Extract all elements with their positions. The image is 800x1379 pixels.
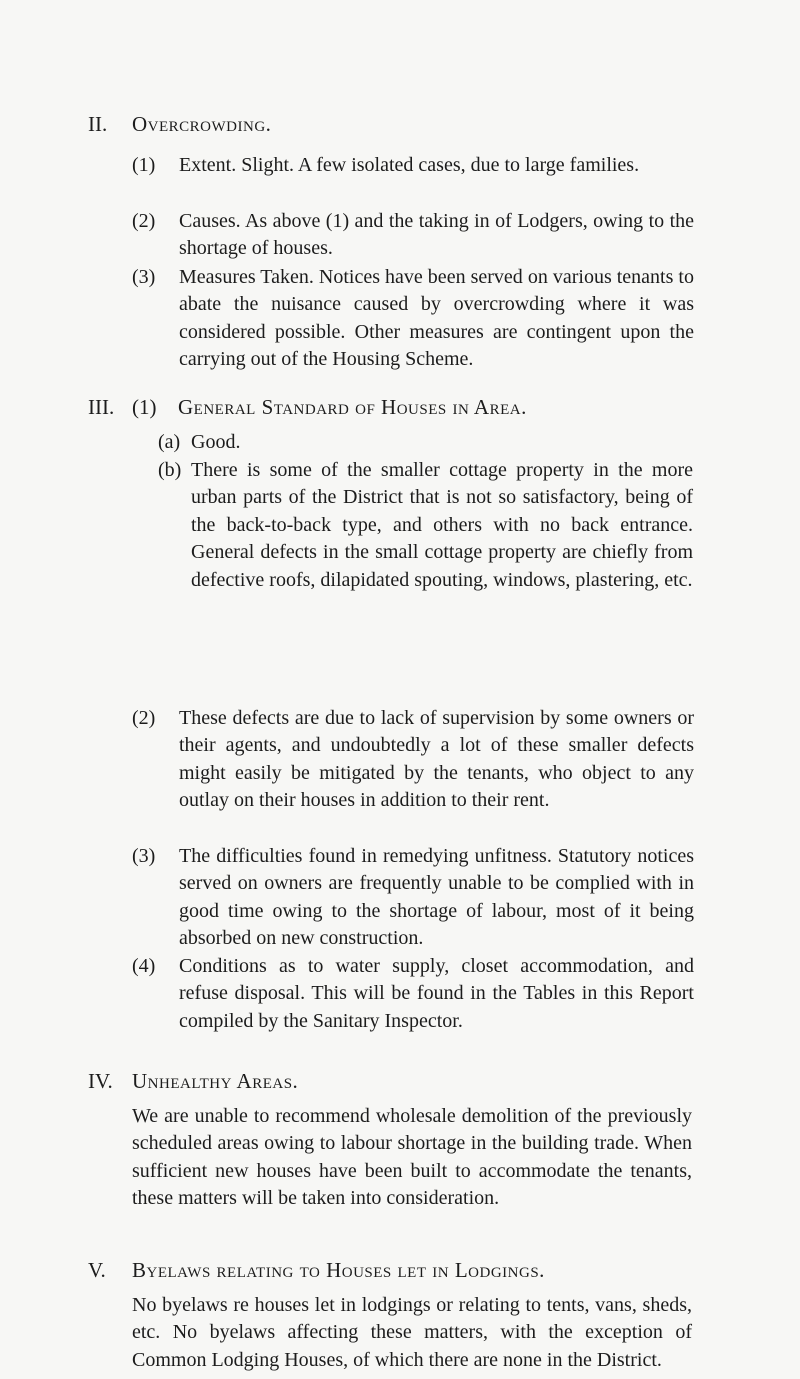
item-label: (a) [158,431,181,453]
section-heading: General Standard of Houses in Area. [178,395,527,419]
section-numeral: III. [88,395,115,419]
section-numeral: II. [88,112,108,136]
item-label: (4) [132,955,156,977]
item-text: Measures Taken. Notices have been served on various tenants to abate the nuisance caused by overcrowding where it was considered possible. Other measures are contingent upon the carrying out of the Housing Scheme. [179,266,694,371]
item-text: Causes. As above (1) and the taking in of Lodgers, owing to the shortage of houses. [179,210,694,260]
item-text: There is some of the smaller cottage property in the more urban parts of the District that is not so satisfactory, being of the back-to-back type, and others with no back entrance. General defects in the small cottage property are chiefly from defective roofs, dilapidated spouting, windows, plastering, etc. [191,459,693,591]
item-label: (b) [158,459,182,481]
item-text: These defects are due to lack of supervision by some owners or their agents, and undoubtedly a lot of these smaller defects might easily be mitigated by the tenants, who object to any outlay on their houses in addition to their rent. [179,707,694,812]
section-paragraph: We are unable to recommend wholesale demolition of the previously scheduled areas owing to labour shortage in the building trade. When sufficient new houses have been built to accommodate the tenants, these matters will be taken into consideration. [132,1105,692,1210]
item-label: (3) [132,845,156,867]
item-label: (1) [132,154,156,176]
item-label: (1) [132,395,157,419]
item-text: Good. [191,431,241,453]
section-heading: Unhealthy Areas. [132,1069,299,1093]
section-numeral: IV. [88,1069,113,1093]
item-text: Extent. Slight. A few isolated cases, due to large families. [179,154,640,176]
item-label: (2) [132,210,156,232]
item-text: Conditions as to water supply, closet accommodation, and refuse disposal. This will be found in the Tables in this Report compiled by the Sanitary Inspector. [179,955,694,1032]
item-text: The difficulties found in remedying unfitness. Statutory notices served on owners are frequently unable to be complied with in good time owing to the shortage of labour, most of it being absorbed on new construction. [179,845,694,950]
section-paragraph: No byelaws re houses let in lodgings or relating to tents, vans, sheds, etc. No byelaws affecting these matters, with the exception of Common Lodging Houses, of which there are none in the District. [132,1294,692,1371]
item-label: (3) [132,266,156,288]
section-heading: Byelaws relating to Houses let in Lodgings. [132,1258,545,1282]
item-label: (2) [132,707,156,729]
section-numeral: V. [88,1258,106,1282]
section-heading: Overcrowding. [132,112,272,136]
